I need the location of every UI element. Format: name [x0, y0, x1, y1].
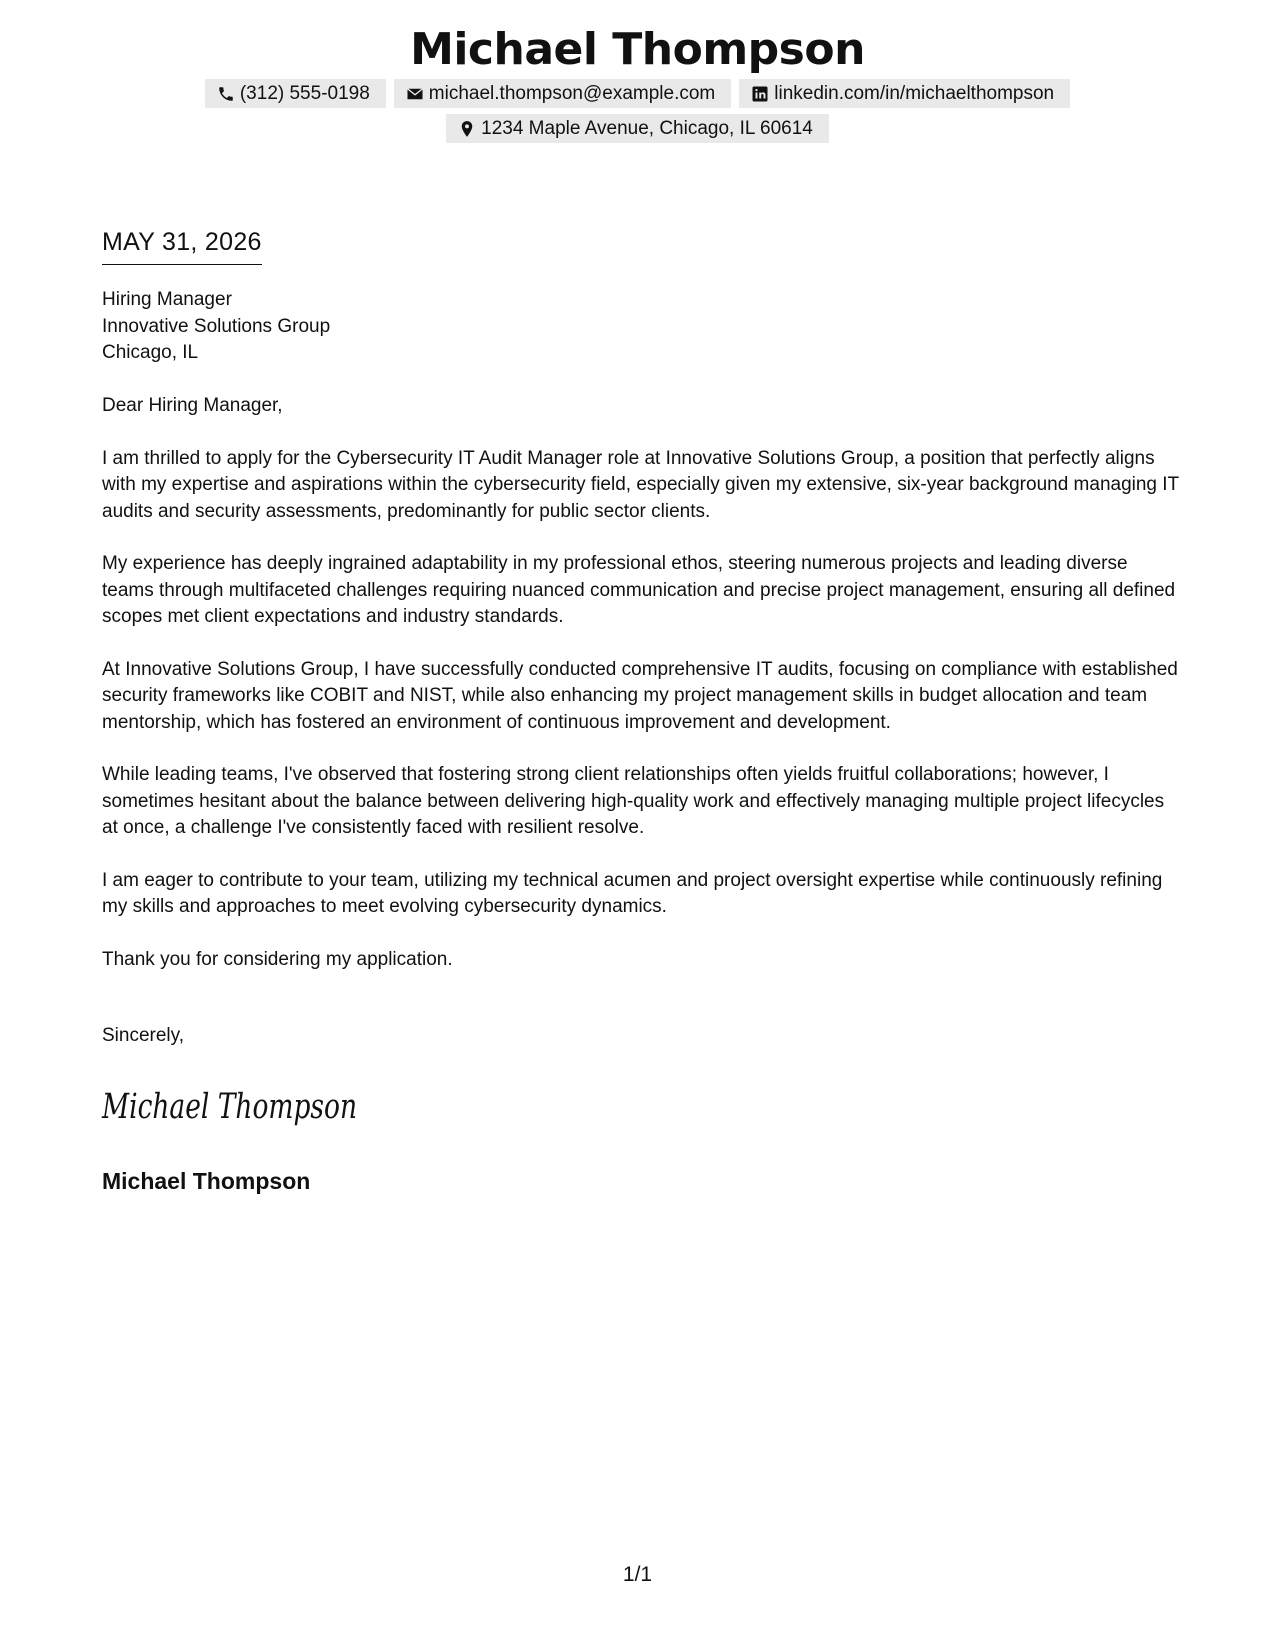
- street-address: 1234 Maple Avenue, Chicago, IL 60614: [481, 117, 813, 139]
- address-row: [0, 114, 1275, 143]
- phone-contact[interactable]: [205, 79, 386, 108]
- recipient-title: Hiring Manager: [102, 289, 232, 310]
- body-paragraph: At Innovative Solutions Group, I have successfully conducted comprehensive IT audits, focusing on compliance with established security frameworks like COBIT and NIST, while also enhancing my project management skills in budget allocation and team mentorship, which has fostered an environment of continuous improvement and development.: [102, 658, 1178, 733]
- recipient-block: [102, 287, 330, 367]
- linkedin-contact[interactable]: [739, 79, 1070, 108]
- applicant-name: Michael Thompson: [410, 24, 865, 75]
- phone-number: (312) 555-0198: [239, 82, 370, 104]
- salutation: Dear Hiring Manager,: [102, 395, 283, 416]
- letter-body: [102, 393, 1182, 999]
- body-paragraph: While leading teams, I've observed that fostering strong client relationships often yields fruitful collaborations; however, I sometimes hesitant about the balance between delivering high-quality work and effectively managing multiple project lifecycles at once, a challenge I've consistently faced with resilient resolve.: [102, 764, 1165, 838]
- letter-date: MAY 31, 2026: [102, 228, 262, 265]
- address-contact: [446, 114, 829, 143]
- map-pin-icon: [458, 120, 476, 138]
- recipient-company: Innovative Solutions Group: [102, 315, 331, 337]
- linkedin-url: linkedin.com/in/michaelthompson: [774, 82, 1055, 104]
- envelope-icon: [406, 85, 424, 103]
- body-paragraph: I am eager to contribute to your team, utilizing my technical acumen and project oversight expertise while continuously refining my skills and approaches to meet evolving cybersecurity dynamics.: [102, 869, 1163, 917]
- email-contact[interactable]: [394, 79, 731, 108]
- email-address: michael.thompson@example.com: [428, 82, 716, 104]
- phone-icon: [217, 85, 235, 103]
- body-paragraph: My experience has deeply ingrained adaptability in my professional ethos, steering numerous projects and leading diverse teams through multifaceted challenges requiring nuanced communication and precise project management, ensuring all defined scopes met client expectations and industry standards.: [102, 553, 1176, 627]
- handwritten-signature: [100, 1082, 362, 1132]
- thank-you-paragraph: Thank you for considering my application.: [102, 948, 453, 970]
- signer-name: Michael Thompson: [102, 1168, 311, 1194]
- linkedin-icon: [751, 85, 769, 103]
- signature-text: Michael Thompson: [101, 1087, 358, 1127]
- contact-info-row: [0, 79, 1275, 108]
- page-number: 1/1: [622, 1563, 653, 1586]
- body-paragraph: I am thrilled to apply for the Cybersecurity IT Audit Manager role at Innovative Solutions Group, a position that perfectly aligns with my expertise and aspirations within the cybersecurity field, especially given my extensive, six-year background managing IT audits and security assessments, predominantly for public sector clients.: [102, 447, 1179, 522]
- recipient-location: Chicago, IL: [102, 342, 199, 363]
- closing: Sincerely,: [102, 1025, 185, 1046]
